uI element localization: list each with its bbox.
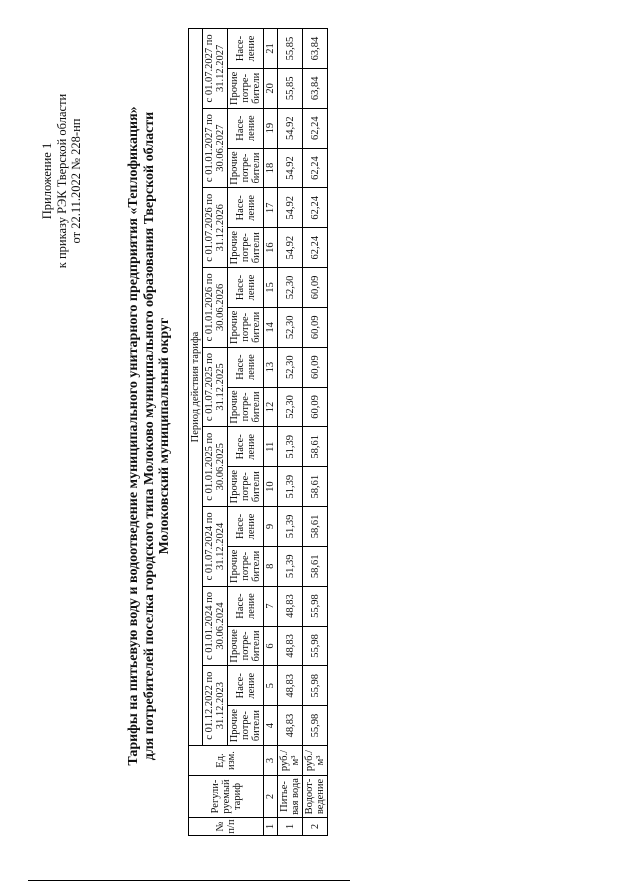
row-value-cell: 63,84 xyxy=(303,29,328,69)
row-value-cell: 55,85 xyxy=(278,68,303,108)
period-cell: с 01.12.2022 по 31.12.2023 xyxy=(203,666,228,746)
subheader-population: Насе-ление xyxy=(228,666,264,706)
col-unit-header: Ед. изм. xyxy=(189,746,264,776)
title-line-1: Тарифы на питьевую воду и водоотведение муниципального унитарного предприятия «Теплофикация» xyxy=(126,106,141,766)
row-value-cell: 60,09 xyxy=(303,307,328,347)
row-value-cell: 51,39 xyxy=(278,507,303,547)
subheader-population: Насе-ление xyxy=(228,427,264,467)
column-number-cell: 17 xyxy=(264,188,278,228)
column-number-cell: 10 xyxy=(264,467,278,507)
column-number-cell: 1 xyxy=(264,818,278,836)
row-value-cell: 60,09 xyxy=(303,347,328,387)
subheader-other-consumers: Прочие потре-бители xyxy=(228,546,264,586)
row-value-cell: 48,83 xyxy=(278,666,303,706)
row-value-cell: 48,83 xyxy=(278,626,303,666)
row-unit-cell: руб./м³ xyxy=(303,746,328,776)
row-value-cell: 52,30 xyxy=(278,347,303,387)
subheader-other-consumers: Прочие потре-бители xyxy=(228,387,264,427)
row-value-cell: 54,92 xyxy=(278,188,303,228)
row-value-cell: 60,09 xyxy=(303,387,328,427)
subheader-other-consumers: Прочие потре-бители xyxy=(228,706,264,746)
column-number-cell: 16 xyxy=(264,228,278,268)
table-row xyxy=(278,29,303,836)
subheader-population: Насе-ление xyxy=(228,108,264,148)
appendix-block xyxy=(40,51,84,311)
column-number-cell: 5 xyxy=(264,666,278,706)
column-number-cell: 15 xyxy=(264,268,278,308)
period-cell: с 01.07.2027 по 31.12.2027 xyxy=(203,29,228,109)
row-value-cell: 58,61 xyxy=(303,467,328,507)
title-line-2: для потребителей поселка городского типа Молоково муниципального образования Тверской области xyxy=(141,111,157,761)
subheader-other-consumers: Прочие потре-бители xyxy=(228,626,264,666)
period-cell: с 01.07.2025 по 31.12.2025 xyxy=(203,347,228,427)
column-number-cell: 9 xyxy=(264,507,278,547)
table-body xyxy=(278,29,328,836)
row-tariff-cell: Питье-вая вода xyxy=(278,776,303,818)
row-value-cell: 54,92 xyxy=(278,148,303,188)
row-value-cell: 62,24 xyxy=(303,188,328,228)
period-cell: с 01.01.2025 по 30.06.2025 xyxy=(203,427,228,507)
column-number-cell: 21 xyxy=(264,29,278,69)
row-value-cell: 54,92 xyxy=(278,108,303,148)
row-value-cell: 55,98 xyxy=(303,666,328,706)
subheader-population: Насе-ление xyxy=(228,507,264,547)
footer-rule xyxy=(28,880,350,881)
row-value-cell: 51,39 xyxy=(278,467,303,507)
period-cell: с 01.07.2026 по 31.12.2026 xyxy=(203,188,228,268)
subheader-population: Насе-ление xyxy=(228,586,264,626)
row-value-cell: 51,39 xyxy=(278,427,303,467)
col-tariff-header: Регули-руемый тариф xyxy=(189,776,264,818)
period-header: Период действия тарифа xyxy=(189,29,203,746)
header-row-subcategories xyxy=(228,29,264,836)
column-number-cell: 13 xyxy=(264,347,278,387)
table-row xyxy=(303,29,328,836)
header-row-column-numbers xyxy=(264,29,278,836)
row-value-cell: 63,84 xyxy=(303,68,328,108)
column-number-cell: 4 xyxy=(264,706,278,746)
document-title xyxy=(126,66,173,806)
subheader-population: Насе-ление xyxy=(228,347,264,387)
subheader-other-consumers: Прочие потре-бители xyxy=(228,307,264,347)
column-number-cell: 19 xyxy=(264,108,278,148)
tariff-table-wrap xyxy=(188,29,328,836)
column-number-cell: 11 xyxy=(264,427,278,467)
row-value-cell: 55,98 xyxy=(303,586,328,626)
col-no-header: № п/п xyxy=(189,818,264,836)
column-number-cell: 6 xyxy=(264,626,278,666)
title-line-3: Молоковский муниципальный округ xyxy=(157,317,172,555)
row-value-cell: 52,30 xyxy=(278,387,303,427)
column-number-cell: 8 xyxy=(264,546,278,586)
column-number-cell: 18 xyxy=(264,148,278,188)
row-value-cell: 62,24 xyxy=(303,108,328,148)
column-number-cell: 7 xyxy=(264,586,278,626)
row-value-cell: 48,83 xyxy=(278,586,303,626)
row-value-cell: 60,09 xyxy=(303,268,328,308)
row-tariff-cell: Водоот-ведение xyxy=(303,776,328,818)
row-value-cell: 58,61 xyxy=(303,546,328,586)
subheader-population: Насе-ление xyxy=(228,268,264,308)
header-row-1 xyxy=(189,29,203,836)
subheader-other-consumers: Прочие потре-бители xyxy=(228,467,264,507)
row-value-cell: 52,30 xyxy=(278,268,303,308)
column-number-cell: 20 xyxy=(264,68,278,108)
subheader-other-consumers: Прочие потре-бители xyxy=(228,148,264,188)
row-value-cell: 55,98 xyxy=(303,626,328,666)
period-cell: с 01.07.2024 по 31.12.2024 xyxy=(203,507,228,587)
subheader-population: Насе-ление xyxy=(228,29,264,69)
header-row-periods xyxy=(203,29,228,836)
row-value-cell: 55,85 xyxy=(278,29,303,69)
row-value-cell: 58,61 xyxy=(303,427,328,467)
appendix-line-1: Приложение 1 xyxy=(40,142,54,220)
period-cell: с 01.01.2027 по 30.06.2027 xyxy=(203,108,228,188)
tariff-table xyxy=(188,28,328,836)
row-value-cell: 62,24 xyxy=(303,148,328,188)
row-value-cell: 55,98 xyxy=(303,706,328,746)
subheader-other-consumers: Прочие потре-бители xyxy=(228,68,264,108)
column-number-cell: 12 xyxy=(264,387,278,427)
column-number-cell: 3 xyxy=(264,746,278,776)
period-cell: с 01.01.2026 по 30.06.2026 xyxy=(203,268,228,348)
period-cell: с 01.01.2024 по 30.06.2024 xyxy=(203,586,228,666)
column-number-cell: 14 xyxy=(264,307,278,347)
row-value-cell: 52,30 xyxy=(278,307,303,347)
row-number-cell: 2 xyxy=(303,818,328,836)
row-value-cell: 54,92 xyxy=(278,228,303,268)
row-unit-cell: руб./м³ xyxy=(278,746,303,776)
row-value-cell: 58,61 xyxy=(303,507,328,547)
column-number-cell: 2 xyxy=(264,776,278,818)
row-number-cell: 1 xyxy=(278,818,303,836)
subheader-population: Насе-ление xyxy=(228,188,264,228)
appendix-line-2: к приказу РЭК Тверской области xyxy=(54,93,69,269)
row-value-cell: 62,24 xyxy=(303,228,328,268)
row-value-cell: 48,83 xyxy=(278,706,303,746)
appendix-line-3: от 22.11.2022 № 228-нп xyxy=(69,118,83,244)
row-value-cell: 51,39 xyxy=(278,546,303,586)
subheader-other-consumers: Прочие потре-бители xyxy=(228,228,264,268)
